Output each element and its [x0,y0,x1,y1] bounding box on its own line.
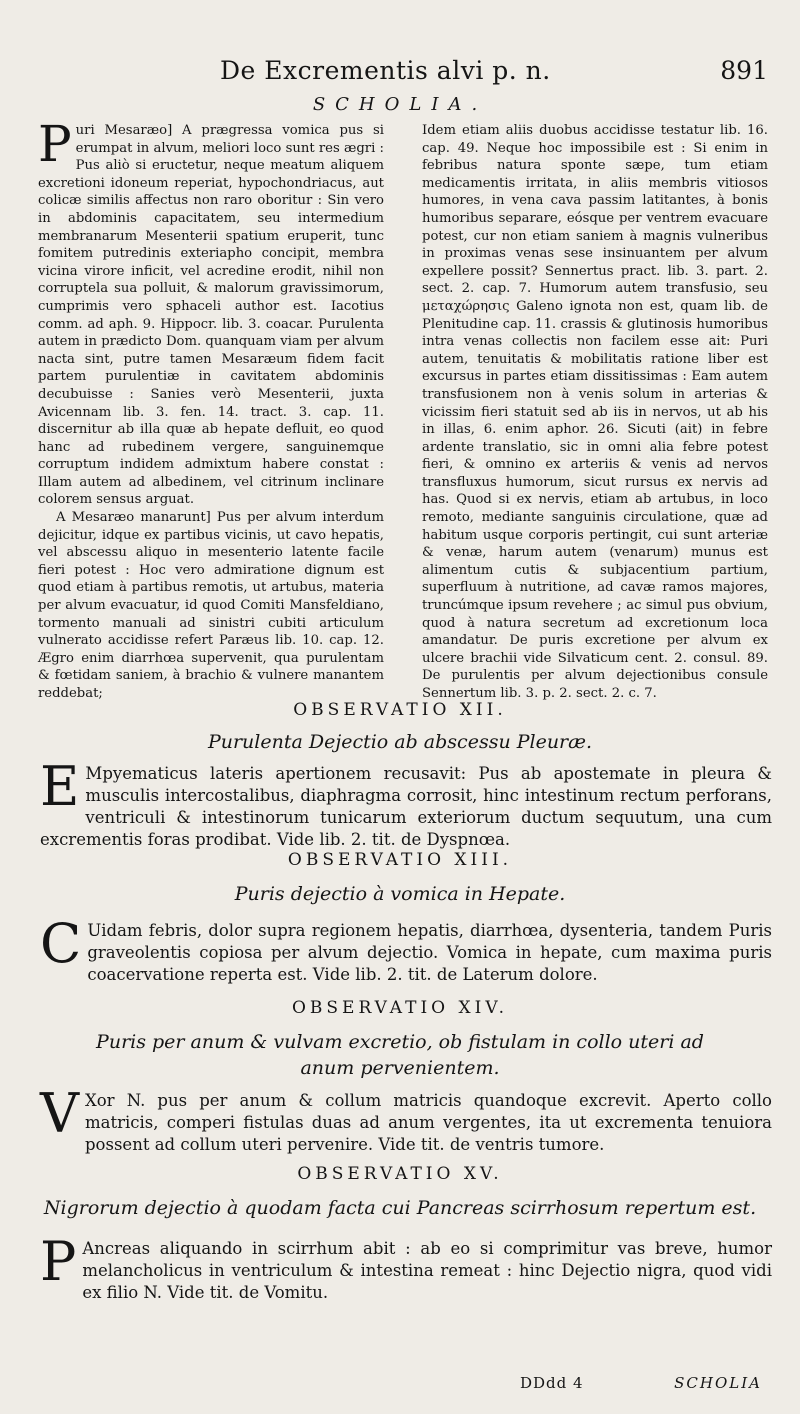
observation-heading-14: OBSERVATIO XIV. [291,998,509,1018]
observation-body-12 [40,755,772,851]
page-footer [0,1374,800,1404]
scholia-columns [38,115,776,701]
drop-cap-initial: E [40,755,80,818]
observation-body-15 [40,1230,772,1304]
drop-cap-initial: P [40,1230,77,1293]
observation-subtitle-12: Purulenta Dejectio ab abscessu Pleuræ. [207,731,593,753]
observation-heading-12: OBSERVATIO XII. [293,700,507,720]
drop-cap-initial: P [38,115,72,173]
observation-heading-13: OBSERVATIO XIII. [287,850,513,870]
drop-cap-initial: V [40,1082,79,1145]
observation-text-13b: C Uidam febris, dolor supra regionem hepatis, diarrhœa, dysenteria, tandem Puris graveolentis copiosa per alvum dejectio. Vomica in hepate, cum maxima puris coacervatione reperta est. Vide lib. 2. tit. de Laterum dolore. [40,912,772,984]
scholia-paragraph-2: A Mesaræo manarunt] Pus per alvum interdum dejicitur, idque ex partibus vicinis, ut cavo hepatis, vel abscessu aliquo in mesenterio latente facile fieri potest : Hoc vero admiratione dignum est quod etiam à partibus remotis, ut artubus, materia per alvum evacuatur, id quod Comiti Mansfeldiano, tormento manuali ad sinistri cubiti articulum vulnerato accidisse refert Paræus lib. 10. cap. 12. Ægro enim diarrhœa supervenit, qua purulentam & fœtidam saniem, à brachio & vulnere manantem reddebat; [38,510,384,701]
left-column [38,115,384,703]
observation-text-15: P Ancreas aliquando in scirrhum abit : ab eo si comprimitur vas breve, humor melancholicus in ventriculum & intestina remeat : hinc Dejectio nigra, quod vidi ex filio N. Vide tit. de Vomitu. [40,1230,772,1302]
scholia-title: SCHOLIA. [312,94,488,115]
observation-subtitle-14: Puris per anum & vulvam excretio, ob fistulam in collo uteri ad anum pervenientem. [96,1031,704,1079]
running-title: De Excrementis alvi p. n. [220,56,551,85]
catchword: SCHOLIA [674,1374,762,1392]
observation-subtitle-13: Puris dejectio à vomica in Hepate. [234,883,566,905]
page-number: 891 [720,56,768,85]
scholia-paragraph-1: Puri Mesaræo] A prægressa vomica pus si erumpat in alvum, meliori loco sunt res ægri : Pus aliò si eructetur, neque meatum aliquem excretioni idoneum reperiat, hypochondriacus, aut colicæ similis affectus non raro oboritur : Sin vero in abdominis capacitatem, seu intermedium membranarum Mesenterii spatium eruperit, tunc fomitem putredinis exteriapho concipit, membra vicina virore inficit, vel acredine erodit, nihil non corruptela sua polluit, & malorum gravissimorum, cumprimis vero sphaceli author est. Iacotius comm. ad aph. 9. Hippocr. lib. 3. coacar. Purulenta autem in prædicto Dom. quanquam viam per alvum nacta sint, putre tamen Mesaræum fidem facit partem purulentiæ in cavitatem abdominis decubuisse : Sanies verò Mesenterii, juxta Avicennam lib. 3. fen. 14. tract. 3. cap. 11. discernitur ab illa quæ ab hepate defluit, eo quod hanc ad rubedinem vergere, sanguinemque corruptum indidem admixtum habere constat : Illam autem ad albedinem, vel citrinum inclinare colorem sensus arguat. [38,115,384,508]
signature-mark: DDdd 4 [520,1374,584,1392]
observation-body-13 [40,912,772,986]
observation-text-14: V Xor N. pus per anum & collum matricis quandoque excrevit. Aperto collo matricis, comperi fistulas duas ad anum vergentes, ita ut excrementa tenuiora possent ad collum uteri pervenire. Vide tit. de ventris tumore. [40,1082,772,1154]
scholia-paragraph-3: Idem etiam aliis duobus accidisse testatur lib. 16. cap. 49. Neque hoc impossibile est : Si enim in febribus natura sponte sæpe, tum etiam medicamentis irritata, in aliis membris vitiosos humores, in vena cava passim latitantes, à bonis humoribus separare, eósque per ventrem evacuare potest, cur non etiam saniem à magnis vulneribus in proximas venas sese insinuantem per alvum expellere possit? Sennertus pract. lib. 3. part. 2. sect. 2. cap. 7. Humorum autem transfusio, seu μεταχώρησις Galeno ignota non est, quam lib. de Plenitudine cap. 11. crassis & glutinosis humoribus intra venas collectis non facilem esse ait: Puri autem, tenuitatis & mobilitatis ratione liber est excursus in partes etiam dissitissimas : Eam autem transfusionem non à venis solum in arterias & vicissim fieri statuit sed ab iis in nervos, ut ab his in illas, 6. enim aphor. 26. Sicuti (ait) in febre ardente translatio, sic in omni alia febre potest fieri, & omnino ex arteriis & venis ad nervos transfluxus humorum, sicut rursus ex nervis ad has. Quod si ex nervis, etiam ab artubus, in loco remoto, mediante sanguinis circulatione, quæ ad habitum usque corporis pertingit, cui sunt arteriæ & venæ, harum autem (venarum) munus est alimentum cutis & subjacentium partium, superfluum à nutritione, ad cavæ ramos majores, truncúmque ipsum revehere ; ac simul pus obvium, quod à natura secretum ad excretionum loca amandatur. De puris excretione per alvum ex ulcere brachii vide Silvaticum cent. 2. consul. 89. De purulentis per alvum dejectionibus consule Sennertum lib. 3. p. 2. sect. 2. c. 7. [422,123,768,701]
observation-heading-15: OBSERVATIO XV. [297,1164,503,1184]
drop-cap-initial: C [40,912,82,975]
running-head [0,56,800,96]
observation-body-14 [40,1082,772,1156]
observation-subtitle-15: Nigrorum dejectio à quodam facta cui Pancreas scirrhosum repertum est. [43,1197,757,1219]
right-column [422,122,768,703]
observation-text-12: E Mpyematicus lateris apertionem recusavit: Pus ab apostemate in pleura & musculis intercostalibus, diaphragma corrosit, hinc intestinum rectum perforans, ventriculi & intestinorum tunicarum exteriorum ductum sequutum, una cum excrementis foras prodibat. Vide lib. 2. tit. de Dyspnœa. [40,755,772,849]
